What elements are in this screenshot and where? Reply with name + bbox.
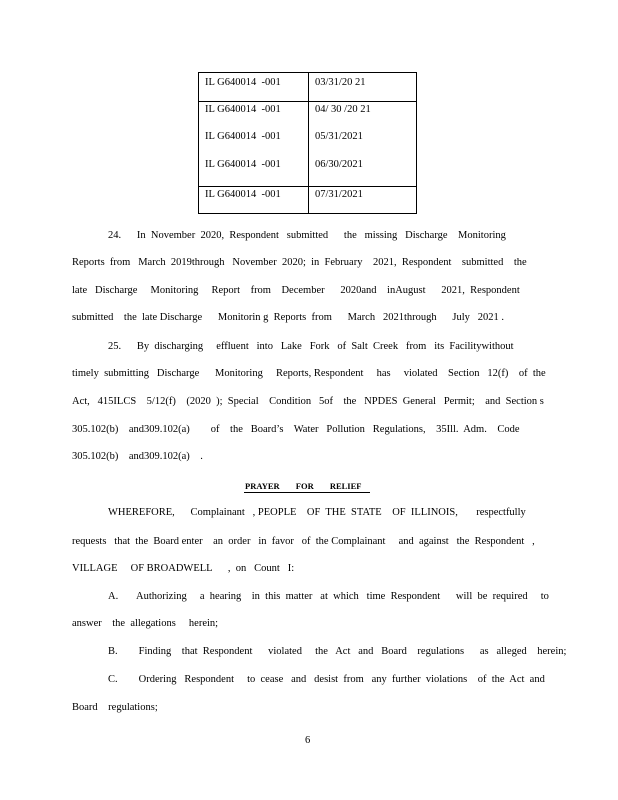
table-divider (199, 101, 416, 102)
relief-item-a (108, 591, 574, 602)
date-cell: 06/30/2021 (315, 159, 363, 170)
text-line: 305.102(b) and309.102(a) of the Board’s Water Pollution Regulations, 35Ill. Adm. Code (72, 424, 520, 435)
text-line: timely submitting Discharge Monitoring Reports, Respondent has violated Section 12(f) of the (72, 368, 546, 379)
text-line: 25. By discharging effluent into Lake Fork of Salt Creek from its Facilitywithout (108, 341, 514, 352)
paragraph-25-line (72, 451, 548, 462)
text-line: answer the allegations herein; (72, 618, 219, 629)
wherefore-line (108, 507, 548, 518)
paragraph-25-line (72, 368, 548, 379)
heading-underline (244, 492, 370, 493)
paragraph-24-line (108, 230, 548, 241)
date-cell: 05/31/2021 (315, 131, 363, 142)
paragraph-24-line (72, 312, 548, 323)
relief-item-a (72, 618, 548, 629)
date-cell: 03/31/20 21 (315, 77, 366, 88)
paragraph-25-line (72, 396, 548, 407)
wherefore-line (72, 536, 548, 547)
text-line: Board regulations; (72, 702, 158, 713)
text-line: B. Finding that Respondent violated the Act and Board regulations as alleged herein; (108, 646, 567, 657)
text-line: late Discharge Monitoring Report from December 2020and inAugust 2021, Respondent (72, 285, 520, 296)
paragraph-24-line (72, 257, 548, 268)
text-line: C. Ordering Respondent to cease and desist from any further violations of the Act and (108, 674, 545, 685)
permit-cell: IL G640014 -001 (205, 104, 281, 115)
paragraph-24-line (72, 285, 548, 296)
relief-item-c (72, 702, 548, 713)
table-divider (199, 186, 416, 187)
permit-cell: IL G640014 -001 (205, 131, 281, 142)
text-line: VILLAGE OF BROADWELL , on Count I: (72, 563, 295, 574)
text-line: requests that the Board enter an order in favor of the Complainant and against the Respondent , (72, 536, 535, 547)
text-line: Act, 415ILCS 5/12(f) (2020 ); Special Condition 5of the NPDES General Permit; and Section s (72, 396, 544, 407)
wherefore-line (72, 563, 548, 574)
text-line: A. Authorizing a hearing in this matter at which time Respondent will be required to (108, 591, 549, 602)
text-line: WHEREFORE, Complainant , PEOPLE OF THE STATE OF ILLINOIS, respectfully (108, 507, 526, 518)
page-number: 6 (305, 735, 311, 746)
date-cell: 07/31/2021 (315, 189, 363, 200)
text-line: 24. In November 2020, Respondent submitted the missing Discharge Monitoring (108, 230, 506, 241)
paragraph-25-line (108, 341, 548, 352)
permit-table (198, 72, 417, 214)
text-line: Reports from March 2019through November 2020; in February 2021, Respondent submitted the (72, 257, 527, 268)
relief-item-c (108, 674, 548, 685)
text-line: 305.102(b) and309.102(a) . (72, 451, 203, 462)
permit-cell: IL G640014 -001 (205, 77, 281, 88)
date-cell: 04/ 30 /20 21 (315, 104, 371, 115)
permit-cell: IL G640014 -001 (205, 189, 281, 200)
relief-item-b (108, 646, 574, 657)
table-divider (308, 73, 309, 213)
paragraph-25-line (72, 424, 548, 435)
section-heading: PRAYER FOR RELIEF (245, 481, 362, 491)
permit-cell: IL G640014 -001 (205, 159, 281, 170)
text-line: submitted the late Discharge Monitorin g Reports from March 2021through July 2021 . (72, 312, 505, 323)
